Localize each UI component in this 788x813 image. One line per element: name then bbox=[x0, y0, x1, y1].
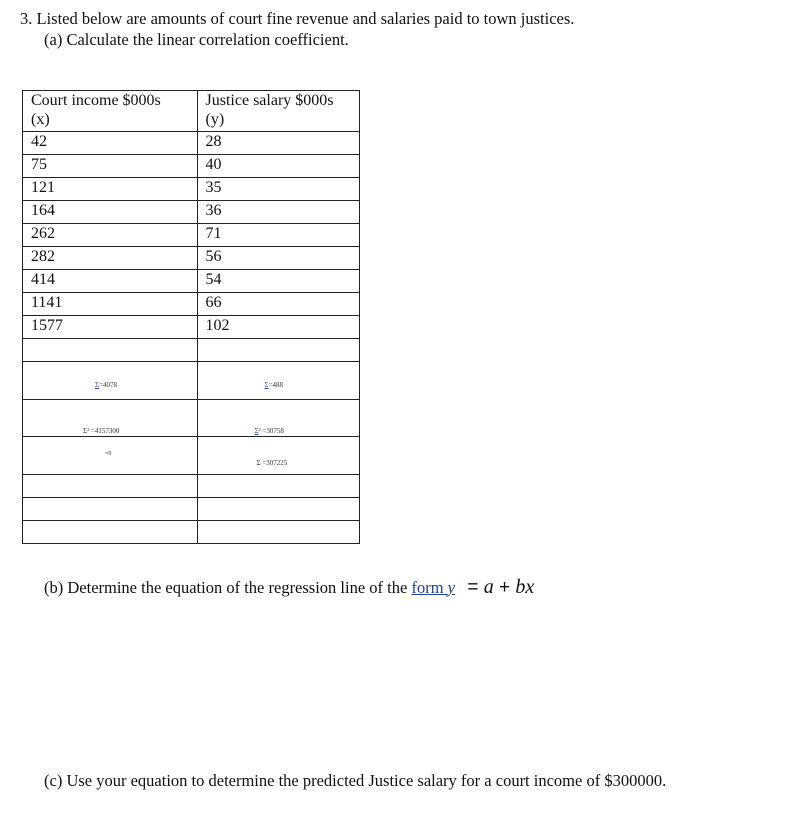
data-table bbox=[22, 90, 360, 544]
x-value: 414 bbox=[23, 270, 198, 293]
empty-cell bbox=[197, 339, 359, 362]
x-value: 42 bbox=[23, 132, 198, 155]
y-value: 36 bbox=[197, 201, 359, 224]
part-b-form-link: form bbox=[411, 578, 444, 597]
y-value: 35 bbox=[197, 178, 359, 201]
empty-cell bbox=[23, 475, 198, 498]
regression-equation bbox=[467, 577, 534, 598]
x-value: 164 bbox=[23, 201, 198, 224]
sum-y-cell bbox=[197, 362, 359, 400]
y-value: 28 bbox=[197, 132, 359, 155]
sum-x-cell bbox=[23, 362, 198, 400]
x-value: 75 bbox=[23, 155, 198, 178]
part-b-variable-y: y bbox=[447, 578, 455, 597]
col-header-court-income bbox=[23, 91, 198, 132]
table-row bbox=[23, 132, 360, 155]
col-header-justice-salary-line2: (y) bbox=[205, 111, 225, 128]
x-value: 1141 bbox=[23, 293, 198, 316]
table-row bbox=[23, 247, 360, 270]
sum-xy-text: Σ =307225 bbox=[256, 459, 288, 467]
eq-bx: bx bbox=[515, 576, 535, 598]
sum-y-value: =488 bbox=[268, 381, 284, 389]
sum-y-symbol: Σ bbox=[264, 381, 269, 389]
eq-plus: + bbox=[493, 577, 516, 598]
x-value: 282 bbox=[23, 247, 198, 270]
y-value: 56 bbox=[197, 247, 359, 270]
empty-cell bbox=[197, 498, 359, 521]
col-header-justice-salary bbox=[197, 91, 359, 132]
table-row-sum-squares bbox=[23, 400, 360, 437]
sum-x2-cell bbox=[23, 400, 198, 437]
question-part-b bbox=[44, 576, 534, 599]
col-header-court-income-line1: Court income $000s bbox=[31, 92, 161, 109]
table-row bbox=[23, 201, 360, 224]
table-row bbox=[23, 316, 360, 339]
question-title: 3. Listed below are amounts of court fine revenue and salaries paid to town justices. bbox=[20, 9, 575, 28]
empty-cell bbox=[23, 339, 198, 362]
col-header-court-income-line2: (x) bbox=[31, 111, 50, 128]
table-row-empty bbox=[23, 521, 360, 544]
empty-cell bbox=[23, 521, 198, 544]
sum-x2-text: Σ² =4157300 bbox=[83, 427, 120, 435]
table-row bbox=[23, 155, 360, 178]
y-value: 40 bbox=[197, 155, 359, 178]
empty-cell bbox=[23, 498, 198, 521]
x-value: 121 bbox=[23, 178, 198, 201]
table-row-empty bbox=[23, 498, 360, 521]
part-b-prefix: (b) Determine the equation of the regression line of the bbox=[44, 578, 412, 597]
table-row bbox=[23, 178, 360, 201]
table-row-sum-xy bbox=[23, 437, 360, 475]
eq-equals: = bbox=[467, 577, 484, 598]
y-value: 71 bbox=[197, 224, 359, 247]
empty-cell bbox=[197, 521, 359, 544]
empty-cell bbox=[197, 475, 359, 498]
eq-a: a bbox=[483, 576, 494, 598]
table-row-empty bbox=[23, 339, 360, 362]
sum-x-value: =4078 bbox=[99, 381, 118, 389]
question-part-c: (c) Use your equation to determine the predicted Justice salary for a court income of $300000. bbox=[44, 771, 667, 790]
y-value: 54 bbox=[197, 270, 359, 293]
question-part-a: (a) Calculate the linear correlation coefficient. bbox=[44, 30, 349, 49]
x-value: 1577 bbox=[23, 316, 198, 339]
table-row-sums bbox=[23, 362, 360, 400]
table-row bbox=[23, 270, 360, 293]
y-value: 66 bbox=[197, 293, 359, 316]
table-header-row bbox=[23, 91, 360, 132]
table-row bbox=[23, 224, 360, 247]
sum-x-symbol: Σ bbox=[95, 381, 100, 389]
sum-y2-symbol: Σ bbox=[254, 427, 259, 435]
sum-y2-cell bbox=[197, 400, 359, 437]
col-header-justice-salary-line1: Justice salary $000s bbox=[205, 92, 334, 109]
table-row-empty bbox=[23, 475, 360, 498]
sum-xy-cell bbox=[197, 437, 359, 475]
sum-y2-value: ² =30758 bbox=[258, 427, 284, 435]
sum-y-text bbox=[265, 376, 284, 395]
y-value: 102 bbox=[197, 316, 359, 339]
sum-xy-mark: =0 bbox=[105, 451, 112, 457]
x-value: 262 bbox=[23, 224, 198, 247]
sum-xy-mark-cell bbox=[23, 437, 198, 475]
sum-x-text bbox=[95, 376, 117, 395]
table-row bbox=[23, 293, 360, 316]
